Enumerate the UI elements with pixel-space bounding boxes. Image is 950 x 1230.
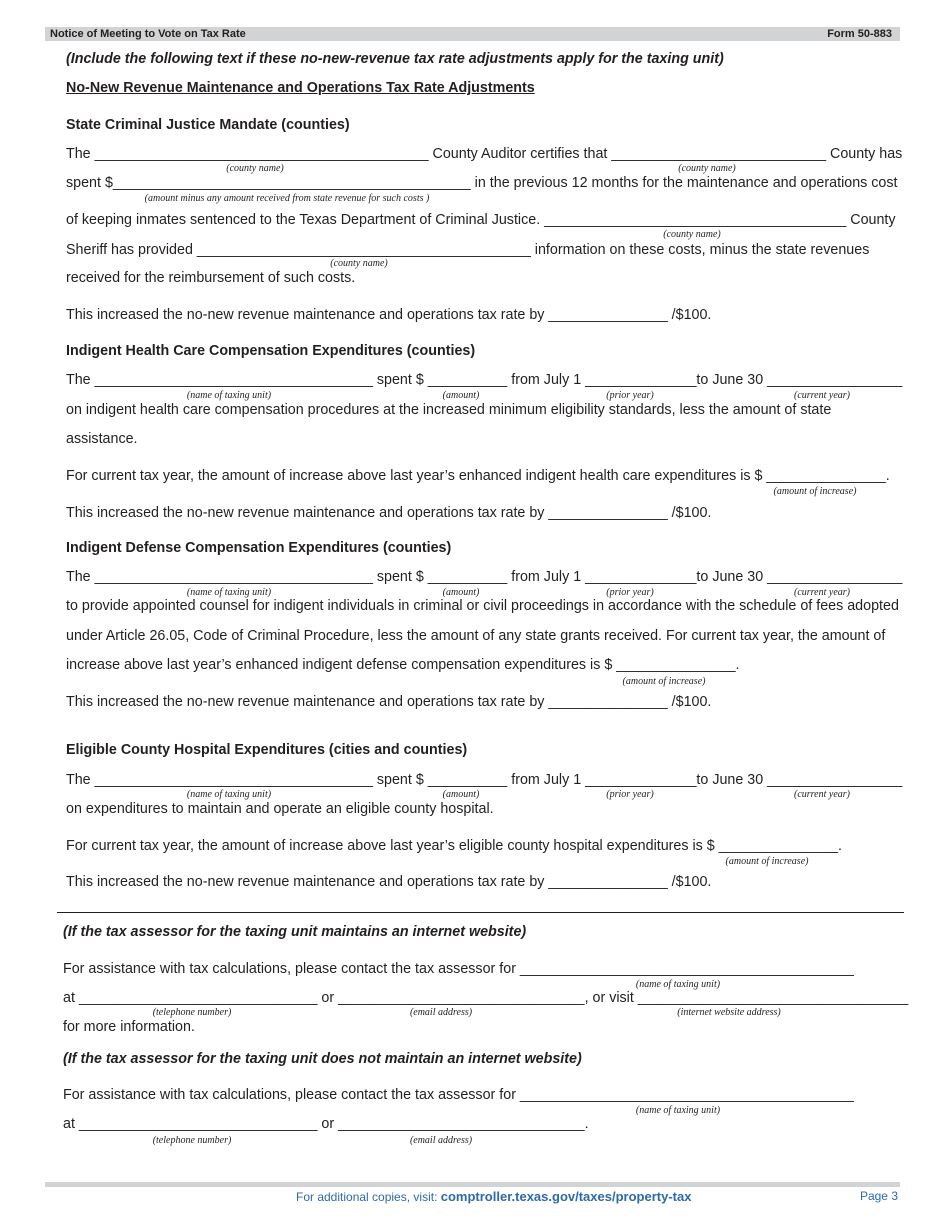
hospital-line-2: on expenditures to maintain and operate an eligible county hospital. — [66, 801, 494, 817]
page-number: Page 3 — [859, 1189, 898, 1203]
defense-sub-increase: (amount of increase) — [622, 676, 706, 687]
form-title: Notice of Meeting to Vote on Tax Rate — [50, 28, 246, 40]
defense-sub-amount: (amount) — [442, 587, 480, 598]
website-line-3: for more information. — [63, 1019, 195, 1035]
health-sub-increase: (amount of increase) — [773, 486, 857, 497]
defense-heading: Indigent Defense Compensation Expenditures (counties) — [66, 540, 452, 556]
website-sub-phone: (telephone number) — [152, 1007, 232, 1018]
criminal-line-1: The __________________________________________ County Auditor certifies that ___________________________ County has — [66, 146, 903, 162]
defense-rate-line: This increased the no-new revenue maintenance and operations tax rate by _______________ /$100. — [66, 694, 712, 710]
website-heading: (If the tax assessor for the taxing unit maintains an internet website) — [63, 924, 527, 940]
health-heading: Indigent Health Care Compensation Expenditures (counties) — [66, 343, 476, 359]
nowebsite-sub-phone: (telephone number) — [152, 1135, 232, 1146]
health-sub-amount: (amount) — [442, 390, 480, 401]
hospital-rate-line: This increased the no-new revenue maintenance and operations tax rate by _______________ /$100. — [66, 874, 712, 890]
health-line-2: on indigent health care compensation procedures at the increased minimum eligibility standards, less the amount of state — [66, 402, 832, 418]
defense-line-2: to provide appointed counsel for indigent individuals in criminal or civil proceedings in accordance with the schedule of fees adopted — [66, 598, 899, 614]
defense-line-3: under Article 26.05, Code of Criminal Procedure, less the amount of any state grants received. For current tax year, the amount of — [66, 628, 886, 644]
health-rate-line: This increased the no-new revenue maintenance and operations tax rate by _______________ /$100. — [66, 505, 712, 521]
form-header-bar — [45, 27, 900, 41]
nowebsite-sub-unit: (name of taxing unit) — [635, 1105, 721, 1116]
section-divider — [57, 912, 904, 913]
criminal-sub-county-2: (county name) — [678, 163, 736, 174]
intro-instruction: (Include the following text if these no-new-revenue tax rate adjustments apply for the taxing unit) — [66, 51, 724, 67]
section-title: No-New Revenue Maintenance and Operations Tax Rate Adjustments — [66, 80, 535, 96]
website-line-2: at ______________________________ or _______________________________, or visit __________________________________ — [63, 990, 909, 1006]
criminal-sub-county-3: (county name) — [663, 229, 721, 240]
defense-sub-current: (current year) — [794, 587, 850, 598]
footer-prefix: For additional copies, visit: — [296, 1190, 441, 1204]
nowebsite-line-2: at ______________________________ or _______________________________. — [63, 1116, 589, 1132]
criminal-line-5: received for the reimbursement of such costs. — [66, 270, 356, 286]
health-sub-current: (current year) — [794, 390, 850, 401]
footer-copies — [296, 1189, 691, 1204]
nowebsite-line-1: For assistance with tax calculations, please contact the tax assessor for __________________________________________ — [63, 1087, 854, 1103]
nowebsite-sub-email: (email address) — [409, 1135, 473, 1146]
defense-sub-prior: (prior year) — [606, 587, 654, 598]
hospital-sub-prior: (prior year) — [606, 789, 654, 800]
form-number: Form 50-883 — [827, 28, 892, 40]
defense-sub-unit: (name of taxing unit) — [186, 587, 272, 598]
criminal-line-4: Sheriff has provided __________________________________________ information on these costs, minus the state revenues — [66, 242, 870, 258]
criminal-sub-amount: (amount minus any amount received from state revenue for such costs ) — [144, 193, 430, 204]
defense-line-1: The ___________________________________ spent $ __________ from July 1 ______________to June 30 _________________ — [66, 569, 903, 585]
hospital-heading: Eligible County Hospital Expenditures (cities and counties) — [66, 742, 468, 758]
criminal-sub-county-4: (county name) — [330, 258, 388, 269]
hospital-sub-current: (current year) — [794, 789, 850, 800]
health-sub-unit: (name of taxing unit) — [186, 390, 272, 401]
health-increase-line: For current tax year, the amount of increase above last year’s enhanced indigent health care expenditures is $ _______________. — [66, 468, 890, 484]
defense-line-4: increase above last year’s enhanced indigent defense compensation expenditures is $ _______________. — [66, 657, 740, 673]
website-line-1: For assistance with tax calculations, please contact the tax assessor for __________________________________________ — [63, 961, 854, 977]
nowebsite-heading: (If the tax assessor for the taxing unit does not maintain an internet website) — [63, 1051, 582, 1067]
hospital-increase-line: For current tax year, the amount of increase above last year’s eligible county hospital expenditures is $ _______________. — [66, 838, 842, 854]
hospital-sub-amount: (amount) — [442, 789, 480, 800]
health-sub-prior: (prior year) — [606, 390, 654, 401]
footer-bar — [45, 1182, 900, 1187]
criminal-heading: State Criminal Justice Mandate (counties) — [66, 117, 350, 133]
hospital-line-1: The ___________________________________ spent $ __________ from July 1 ______________to June 30 _________________ — [66, 772, 903, 788]
criminal-sub-county-1: (county name) — [226, 163, 284, 174]
hospital-sub-increase: (amount of increase) — [725, 856, 809, 867]
website-sub-unit: (name of taxing unit) — [635, 979, 721, 990]
criminal-line-2: spent $_____________________________________________ in the previous 12 months for the maintenance and operations cost — [66, 175, 898, 191]
website-sub-web: (internet website address) — [677, 1007, 781, 1018]
footer-link[interactable]: comptroller.texas.gov/taxes/property-tax — [440, 1189, 692, 1204]
hospital-sub-unit: (name of taxing unit) — [186, 789, 272, 800]
criminal-line-3: of keeping inmates sentenced to the Texas Department of Criminal Justice. ______________________________________ County — [66, 212, 896, 228]
criminal-rate-line: This increased the no-new revenue maintenance and operations tax rate by _______________ /$100. — [66, 307, 712, 323]
website-sub-email: (email address) — [409, 1007, 473, 1018]
health-line-3: assistance. — [66, 431, 138, 447]
health-line-1: The ___________________________________ spent $ __________ from July 1 ______________to June 30 _________________ — [66, 372, 903, 388]
